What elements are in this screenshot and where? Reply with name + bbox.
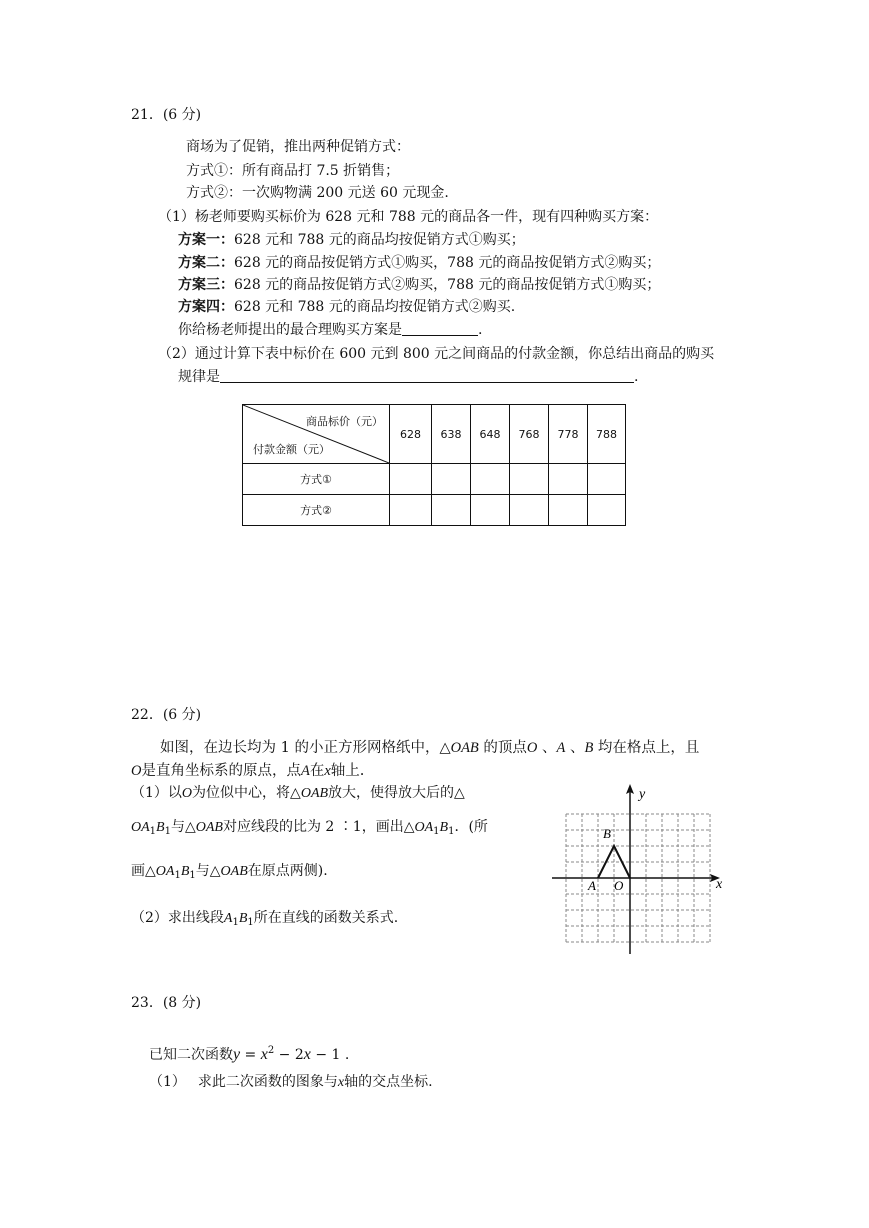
- q22-part1-line3: [131, 862, 328, 885]
- part-number: （1）: [149, 1074, 186, 1090]
- math-O: O: [526, 740, 538, 756]
- math-B: B: [584, 740, 594, 756]
- math-y: y: [233, 1046, 241, 1063]
- plan-text: 628 元和 788 元的商品均按促销方式①购买；: [234, 232, 525, 248]
- q21-plan-2: [178, 254, 660, 272]
- price-header: 788: [588, 405, 626, 464]
- math-O: O: [181, 786, 193, 801]
- plan-text: 628 元的商品按促销方式②购买，788 元的商品按促销方式①购买；: [234, 277, 661, 293]
- subscript: 1: [174, 870, 181, 881]
- price-header: 768: [510, 405, 549, 464]
- subscript: 1: [149, 826, 157, 837]
- text: 、: [537, 740, 557, 756]
- math-O: O: [131, 763, 142, 779]
- q22-part1-line1: [131, 784, 465, 803]
- table-cell[interactable]: [549, 464, 588, 495]
- table-cell[interactable]: [588, 464, 626, 495]
- math-A: A: [300, 763, 310, 779]
- text: 的顶点: [478, 740, 527, 756]
- row-label: 方式①: [243, 464, 390, 495]
- table-cell[interactable]: [390, 464, 432, 495]
- math-A: A: [223, 911, 233, 926]
- math-B: B: [180, 864, 190, 879]
- price-header: 638: [432, 405, 471, 464]
- ask1-prefix: 你给杨老师提出的最合理购买方案是: [178, 322, 402, 338]
- text: 如图，在边长均为 1 的小正方形网格纸中，△: [160, 740, 451, 756]
- table-cell[interactable]: [510, 464, 549, 495]
- math-OAB: OAB: [220, 864, 248, 879]
- q23-header: 23．(8 分): [131, 995, 202, 1011]
- table-cell[interactable]: [549, 495, 588, 526]
- math-OA: OA: [131, 820, 150, 835]
- part2-prefix: 规律是: [178, 369, 220, 385]
- q22-line1: [160, 739, 699, 757]
- q21-plan-4: [178, 298, 515, 316]
- table-row: [243, 495, 626, 526]
- math-A: A: [556, 740, 566, 756]
- q22-line2: [131, 762, 364, 780]
- answer-blank-2[interactable]: [220, 368, 634, 383]
- superscript: 2: [267, 1045, 275, 1056]
- q23-intro: [149, 1040, 349, 1066]
- math-text: − 1 .: [310, 1047, 350, 1063]
- plan-label: 方案一：: [178, 232, 234, 248]
- q22-header: 22．(6 分): [131, 707, 202, 723]
- q21-header: 21．(6 分): [131, 107, 202, 123]
- text: 轴上.: [330, 763, 365, 779]
- q21-method1: 方式①：所有商品打 7.5 折销售；: [186, 163, 400, 179]
- text: 放大，使得放大后的△: [328, 785, 465, 801]
- x-axis: [552, 874, 720, 882]
- math-x: x: [260, 1046, 268, 1063]
- label-A: A: [588, 878, 596, 893]
- math-B: B: [156, 820, 165, 835]
- text: 与△: [170, 819, 196, 835]
- q22-part2: [131, 909, 398, 932]
- part2-suffix: .: [634, 369, 639, 385]
- answer-blank-1[interactable]: [402, 321, 478, 336]
- subscript: 1: [164, 826, 171, 837]
- text: （2）求出线段: [131, 910, 224, 926]
- table-header-row: [243, 405, 626, 464]
- table-cell[interactable]: [432, 464, 471, 495]
- text: 在原点两侧).: [247, 863, 328, 879]
- math-OA: OA: [414, 820, 434, 835]
- math-OAB: OAB: [450, 740, 479, 756]
- math-x: x: [337, 1075, 345, 1090]
- math-OAB: OAB: [300, 786, 329, 801]
- subscript: 1: [189, 870, 196, 881]
- payment-table: [242, 404, 626, 526]
- q21-ask1: [178, 321, 482, 339]
- text: 所在直线的函数关系式.: [253, 910, 399, 926]
- math-x: x: [324, 763, 331, 779]
- text: ．(所: [454, 819, 488, 835]
- table-cell[interactable]: [588, 495, 626, 526]
- text: 轴的交点坐标.: [344, 1074, 433, 1090]
- q21-part2-line1: （2）通过计算下表中标价在 600 元到 800 元之间商品的付款金额，你总结出商品的购买: [158, 346, 715, 362]
- row-label: 方式②: [243, 495, 390, 526]
- subscript: 1: [448, 826, 455, 837]
- plan-label: 方案四：: [178, 299, 234, 315]
- math-B: B: [439, 820, 449, 835]
- q21-intro: 商场为了促销，推出两种促销方式：: [186, 139, 410, 155]
- y-axis: [626, 784, 634, 954]
- text: （1）以: [131, 785, 182, 801]
- price-header: 778: [549, 405, 588, 464]
- plan-label: 方案二：: [178, 255, 234, 271]
- q22-part1-line2: [131, 818, 488, 841]
- q21-part1: （1）杨老师要购买标价为 628 元和 788 元的商品各一件，现有四种购买方案：: [158, 209, 659, 225]
- table-corner-cell: [243, 405, 390, 464]
- text: 对应线段的比为 2 ∶1，画出△: [222, 819, 415, 835]
- text: 为位似中心，将△: [192, 785, 301, 801]
- subscript: 1: [433, 826, 440, 837]
- label-B: B: [603, 826, 611, 841]
- math-B: B: [238, 911, 248, 926]
- subscript: 1: [247, 917, 254, 928]
- q21-plan-3: [178, 276, 660, 294]
- price-header: 648: [471, 405, 510, 464]
- plan-text: 628 元的商品按促销方式①购买，788 元的商品按促销方式②购买；: [234, 255, 661, 271]
- q21-plan-1: [178, 231, 525, 249]
- subscript: 1: [232, 917, 239, 928]
- table-cell[interactable]: [510, 495, 549, 526]
- math-OA: OA: [155, 864, 175, 879]
- text: 与△: [195, 863, 221, 879]
- label-y: y: [639, 787, 646, 802]
- math-text: − 2: [274, 1047, 304, 1063]
- label-x: x: [716, 877, 723, 892]
- ask1-suffix: .: [478, 322, 483, 338]
- table-cell[interactable]: [471, 464, 510, 495]
- math-x: x: [303, 1046, 311, 1063]
- plan-label: 方案三：: [178, 277, 234, 293]
- text: 已知二次函数: [149, 1047, 233, 1063]
- table-cell[interactable]: [390, 495, 432, 526]
- price-header: 628: [390, 405, 432, 464]
- math-OAB: OAB: [195, 820, 223, 835]
- table-cell[interactable]: [432, 495, 471, 526]
- q21-part2-line2: [178, 368, 638, 386]
- q23-part1: [149, 1073, 433, 1092]
- label-O: O: [614, 878, 624, 893]
- text: 均在格点上，且: [593, 740, 700, 756]
- text: 画△: [131, 863, 156, 879]
- q21-method2: 方式②：一次购物满 200 元送 60 元现金.: [186, 185, 449, 201]
- corner-bottom-label: 付款金额（元）: [253, 443, 330, 456]
- corner-top-label: 商品标价（元）: [306, 415, 383, 428]
- text: 在: [309, 763, 325, 779]
- table-cell[interactable]: [471, 495, 510, 526]
- table-row: [243, 464, 626, 495]
- coordinate-grid-figure: [546, 782, 732, 954]
- text: 、: [565, 740, 585, 756]
- math-equals: =: [240, 1047, 261, 1063]
- text: 求此二次函数的图象与: [197, 1074, 338, 1090]
- plan-text: 628 元和 788 元的商品均按促销方式②购买.: [234, 299, 516, 315]
- text: 是直角坐标系的原点，点: [141, 763, 301, 779]
